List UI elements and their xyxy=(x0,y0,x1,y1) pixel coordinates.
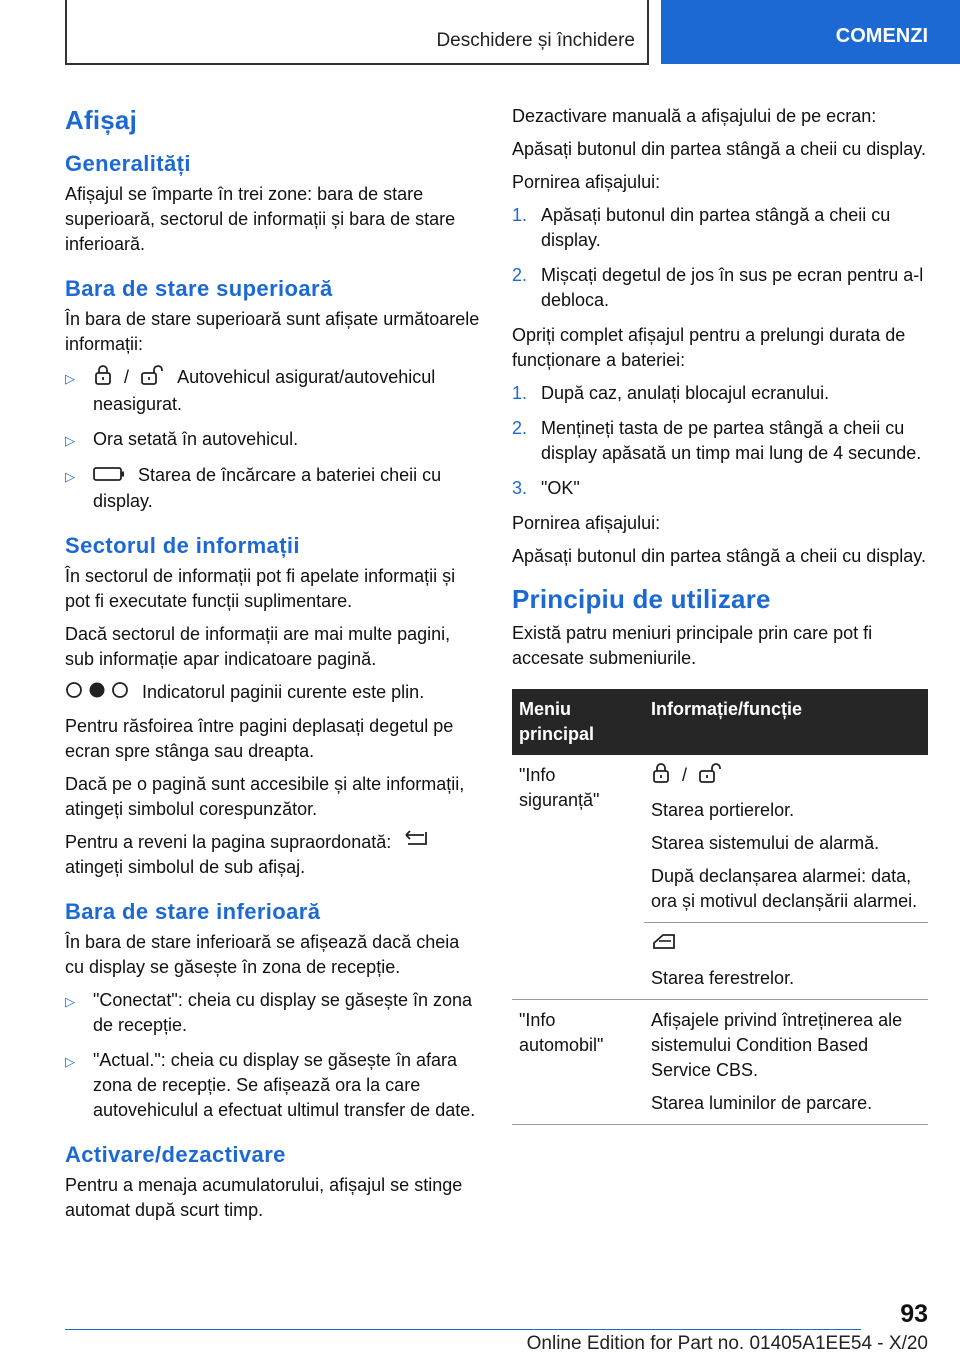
general-text: Afișajul se împarte în trei zone: bara de stare superioară, sectorul de informații și bara de stare inferioară. xyxy=(65,184,456,254)
step-number: 2. xyxy=(512,265,528,285)
heading-general: Generalități xyxy=(65,151,191,176)
page-indicator-dots-icon xyxy=(65,681,129,706)
table-cell-line: După declanșarea alarmei: data, ora și motivul declanșării alarmei. xyxy=(651,866,918,911)
window-icon xyxy=(651,931,677,958)
list-item xyxy=(512,416,928,466)
page-indicator-text: Indicatorul paginii curente este plin. xyxy=(142,681,425,702)
table-cell-info xyxy=(644,1000,928,1125)
step-number: 2. xyxy=(512,418,528,438)
list-item-text: Starea de încărcare a bateriei cheii cu display. xyxy=(93,465,442,511)
activation-text: Pentru a menaja acumulatorului, afișajul se stinge automat după scurt timp. xyxy=(65,1175,463,1221)
lock-icons-row xyxy=(651,763,922,790)
heading-principle: Principiu de utilizare xyxy=(512,584,771,614)
step-text: Mișcați degetul de jos în sus pe ecran pentru a-l debloca. xyxy=(541,265,924,310)
list-item xyxy=(65,463,480,514)
table-cell-line: Starea ferestrelor. xyxy=(651,968,795,988)
info-text-1: În sectorul de informații pot fi apelate informații și pot fi executate funcții suplimentare. xyxy=(65,565,456,611)
principle-text: Există patru meniuri principale prin care pot fi accesate submeniurile. xyxy=(512,623,873,668)
manual-off-step: Apăsați butonul din partea stângă a cheii cu display. xyxy=(512,139,926,159)
table-row xyxy=(512,1000,928,1125)
step-text: Apăsați butonul din partea stângă a cheii cu display. xyxy=(541,205,891,250)
icon-separator: / xyxy=(124,367,130,388)
list-item xyxy=(65,365,480,417)
page-title: Afișaj xyxy=(65,105,138,135)
table-cell-line: Starea sistemului de alarmă. xyxy=(651,833,880,853)
icon-separator: / xyxy=(682,765,688,786)
step-text: "OK" xyxy=(541,478,580,498)
left-column xyxy=(65,98,480,1231)
list-item xyxy=(65,988,480,1038)
list-item xyxy=(512,263,928,313)
table-cell-info xyxy=(644,755,928,923)
info-text-2: Dacă sectorul de informații are mai multe pagini, sub informație apar indicatoare pagină. xyxy=(65,623,451,669)
list-item-text: Ora setată în autovehicul. xyxy=(93,429,299,449)
header-section-title: Deschidere și închidere xyxy=(436,30,635,51)
step-text: După caz, anulați blocajul ecranului. xyxy=(541,383,830,403)
header-left-rule xyxy=(65,0,67,64)
footer-edition: Online Edition for Part no. 01405A1EE54 - X/20 xyxy=(526,1333,928,1354)
list-item-text: "Conectat": cheia cu display se găsește în zona de recepție. xyxy=(93,990,473,1036)
right-column xyxy=(512,104,928,1125)
heading-top-bar: Bara de stare superioară xyxy=(65,276,333,301)
step-number: 1. xyxy=(512,205,528,225)
list-item-text: Autovehicul asigurat/autovehicul neasigurat. xyxy=(93,367,436,414)
bullet-triangle-icon: ▷ xyxy=(65,469,75,484)
header-bottom-rule xyxy=(65,63,649,65)
table-cell-line: Starea portierelor. xyxy=(651,800,795,820)
table-cell-line: Starea luminilor de parcare. xyxy=(651,1093,873,1113)
list-item xyxy=(512,203,928,253)
chapter-tab-label: COMENZI xyxy=(835,24,928,47)
info-text-5 xyxy=(65,830,480,881)
list-item xyxy=(65,1048,480,1123)
table-cell-line: Afișajele privind întreținerea ale sistemului Condition Based Service CBS. xyxy=(651,1010,903,1080)
full-off-text: Opriți complet afișajul pentru a prelungi durata de funcționare a bateriei: xyxy=(512,325,906,370)
menu-table xyxy=(512,689,928,1125)
info-text-5a: Pentru a reveni la pagina supraordonată: xyxy=(65,831,392,852)
info-text-3: Pentru răsfoirea între pagini deplasați degetul pe ecran spre stânga sau dreapta. xyxy=(65,715,454,761)
lock-closed-icon xyxy=(651,763,671,790)
table-cell-menu: "Info siguranță" xyxy=(512,755,644,1000)
list-item-text: "Actual.": cheia cu display se găsește în afara zona de recepție. Se afișează ora la care autovehiculul a efectuat ultimul transfer de date. xyxy=(93,1050,476,1121)
bottom-bar-text: În bara de stare inferioară se afișează dacă cheia cu display se găsește în zona de recepție. xyxy=(65,932,460,978)
back-arrow-icon xyxy=(404,830,428,855)
table-row xyxy=(512,755,928,923)
bullet-triangle-icon: ▷ xyxy=(65,371,75,386)
bullet-triangle-icon: ▷ xyxy=(65,433,75,448)
bullet-triangle-icon: ▷ xyxy=(65,1054,75,1070)
page-number: 93 xyxy=(900,1300,928,1328)
power-on-label: Pornirea afișajului: xyxy=(512,172,661,192)
power-on-step-2: Apăsați butonul din partea stângă a cheii cu display. xyxy=(512,546,926,566)
manual-off-text: Dezactivare manuală a afișajului de pe ecran: xyxy=(512,106,877,126)
power-on-label-2: Pornirea afișajului: xyxy=(512,513,661,533)
info-text-5b: atingeți simbolul de sub afișaj. xyxy=(65,857,306,878)
battery-icon xyxy=(93,464,125,489)
table-cell-info xyxy=(644,923,928,1000)
lock-open-icon xyxy=(698,763,722,790)
top-bar-text: În bara de stare superioară sunt afișate următoarele informații: xyxy=(65,309,480,354)
list-item xyxy=(512,476,928,501)
table-header-info: Informație/funcție xyxy=(644,689,928,755)
bullet-triangle-icon: ▷ xyxy=(65,994,75,1010)
heading-bottom-bar: Bara de stare inferioară xyxy=(65,899,321,925)
heading-activation: Activare/dezactivare xyxy=(65,1142,286,1168)
table-header-row xyxy=(512,689,928,755)
info-text-4: Dacă pe o pagină sunt accesibile și alte informații, atingeți simbolul corespunzător. xyxy=(65,773,465,819)
heading-info-sector: Sectorul de informații xyxy=(65,532,300,558)
table-header-menu: Meniu principal xyxy=(512,689,644,755)
lock-open-icon xyxy=(140,365,164,392)
list-item xyxy=(65,427,480,453)
header-chapter-tab xyxy=(661,0,960,64)
list-item xyxy=(512,381,928,406)
header-right-rule xyxy=(647,0,649,64)
step-number: 1. xyxy=(512,383,528,403)
window-icon-row xyxy=(651,931,922,958)
lock-closed-icon xyxy=(93,365,113,392)
table-cell-menu: "Info automobil" xyxy=(512,1000,644,1125)
page-indicator-row xyxy=(65,680,480,706)
footer-rule xyxy=(65,1329,861,1330)
step-number: 3. xyxy=(512,478,528,498)
step-text: Mențineți tasta de pe partea stângă a cheii cu display apăsată un timp mai lung de 4 secunde. xyxy=(541,418,922,463)
